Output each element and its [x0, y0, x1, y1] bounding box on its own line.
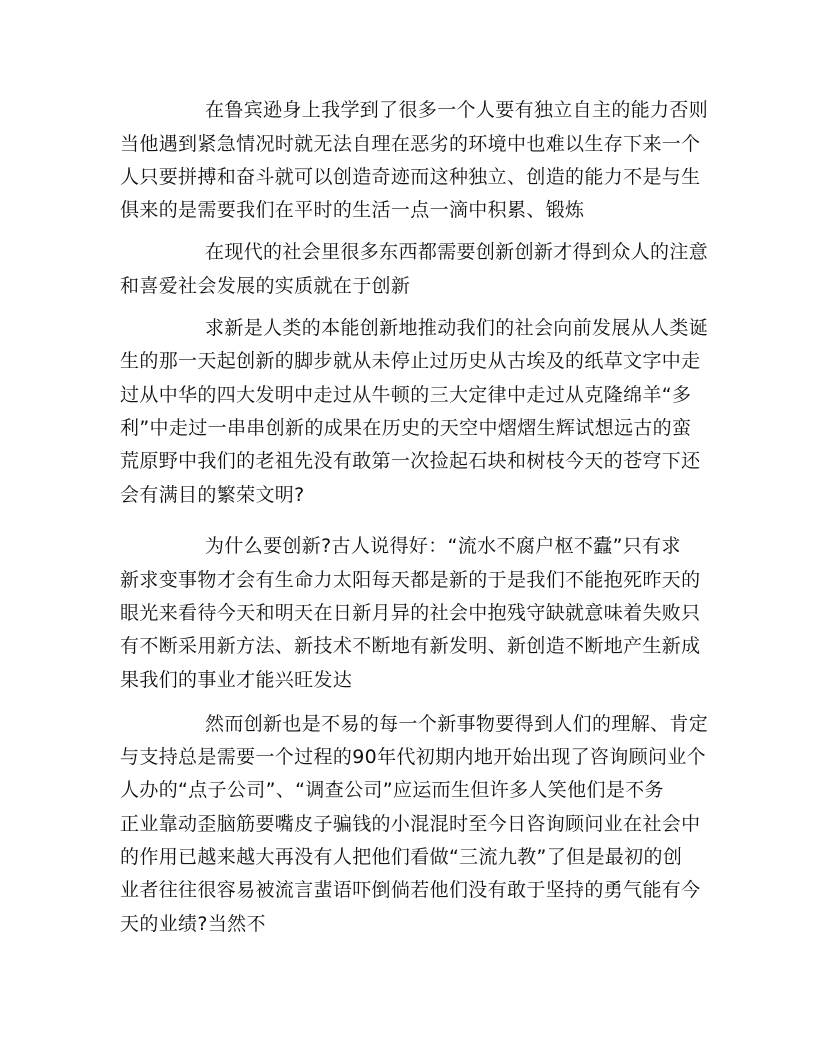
text-line-20: 人办的“点子公司”、“调查公司”应运而生但许多人笑他们是不务 [120, 779, 664, 801]
text-line-04: 俱来的是需要我们在平时的生活一点一滴中积累、锻炼 [120, 199, 585, 221]
text-line-06: 和喜爱社会发展的实质就在于创新 [120, 275, 411, 297]
text-line-11: 荒原野中我们的老祖先没有敢第一次捡起石块和树枝今天的苍穹下还 [120, 450, 701, 472]
text-line-15: 眼光来看待今天和明天在日新月异的社会中抱残守缺就意味着失败只 [120, 602, 701, 624]
text-line-13: 为什么要创新?古人说得好：“流水不腐户枢不蠹”只有求 [205, 535, 681, 557]
text-line-02: 当他遇到紧急情况时就无法自理在恶劣的环境中也难以生存下来一个 [120, 133, 701, 155]
text-line-16: 有不断采用新方法、新技术不断地有新发明、新创造不断地产生新成 [120, 635, 701, 657]
text-line-23: 业者往往很容易被流言蜚语吓倒倘若他们没有敢于坚持的勇气能有今 [120, 879, 701, 901]
text-line-09: 过从中华的四大发明中走过从牛顿的三大定律中走过从克隆绵羊“多 [120, 384, 692, 406]
text-line-08: 生的那一天起创新的脚步就从未停止过历史从古埃及的纸草文字中走 [120, 350, 701, 372]
text-line-01: 在鲁宾逊身上我学到了很多一个人要有独立自主的能力否则 [205, 99, 709, 121]
text-line-19: 与支持总是需要一个过程的90年代初期内地开始出现了咨询顾问业个 [120, 746, 707, 768]
text-line-22: 的作用已越来越大再没有人把他们看做“三流九教”了但是最初的创 [120, 846, 683, 868]
text-line-07: 求新是人类的本能创新地推动我们的社会向前发展从人类诞 [205, 317, 709, 339]
text-line-14: 新求变事物才会有生命力太阳每天都是新的于是我们不能抱死昨天的 [120, 569, 701, 591]
text-line-03: 人只要拼搏和奋斗就可以创造奇迹而这种独立、创造的能力不是与生 [120, 166, 701, 188]
text-line-12: 会有满目的繁荣文明? [120, 484, 305, 506]
text-line-05: 在现代的社会里很多东西都需要创新创新才得到众人的注意 [205, 241, 709, 263]
text-line-21: 正业靠动歪脑筋要嘴皮子骗钱的小混混时至今日咨询顾问业在社会中 [120, 813, 701, 835]
text-line-10: 利”中走过一串串创新的成果在历史的天空中熠熠生辉试想远古的蛮 [120, 417, 692, 439]
text-line-17: 果我们的事业才能兴旺发达 [120, 669, 353, 691]
text-line-24: 天的业绩?当然不 [120, 913, 266, 935]
text-line-18: 然而创新也是不易的每一个新事物要得到人们的理解、肯定 [205, 713, 709, 735]
